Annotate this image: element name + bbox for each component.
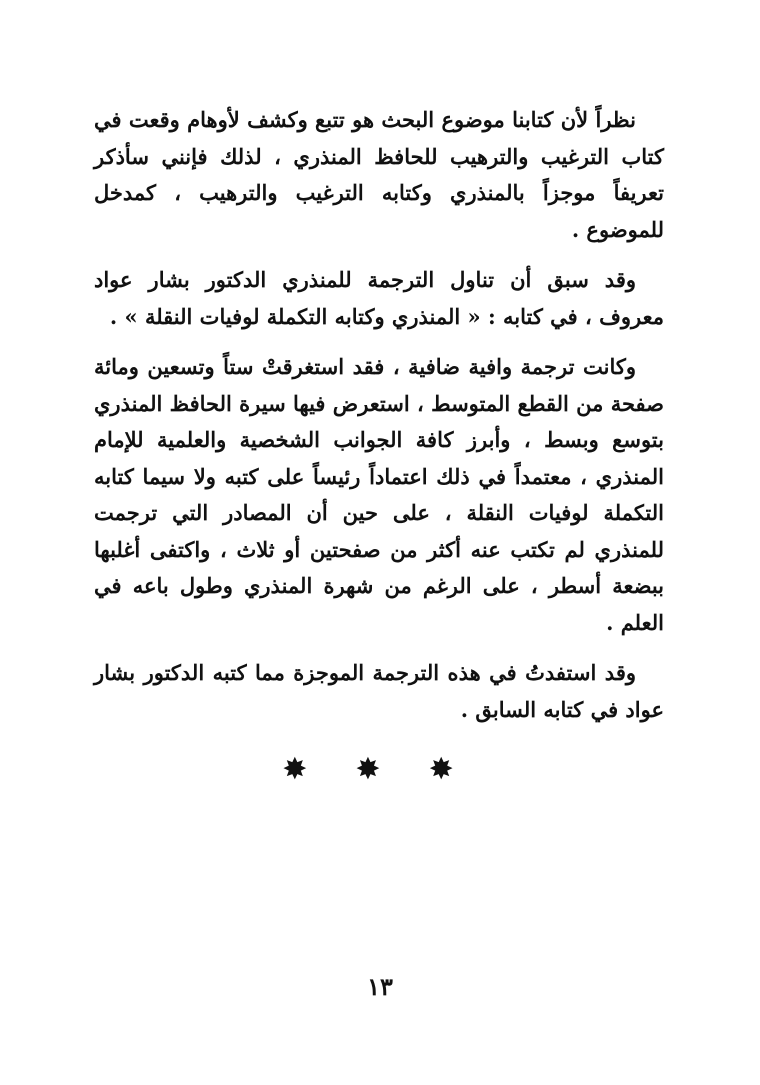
asterisk-star-icon: ✸ (428, 752, 478, 787)
paragraph-2: وقد سبق أن تناول الترجمة للمنذري الدكتور بشار عواد معروف ، في كتابه : « المنذري وكتابه التكملة لوفيات النقلة » . (94, 267, 664, 329)
asterisk-star-icon: ✸ (355, 752, 405, 787)
section-divider-ornament (0, 752, 760, 787)
paragraph-4: وقد استفدتُ في هذه الترجمة الموجزة مما كتبه الدكتور بشار عواد في كتابه السابق . (94, 660, 664, 722)
paragraph-1: نظراً لأن كتابنا موضوع البحث هو تتبع وكشف لأوهام وقعت في كتاب الترغيب والترهيب للحافظ المنذري ، لذلك فإنني سأذكر تعريفاً موجزاً بالمنذري وكتابه الترغيب والترهيب ، كمدخل للموضوع . (94, 107, 664, 242)
asterisk-star-icon: ✸ (282, 752, 332, 787)
body-text (94, 102, 664, 742)
page-number: ١٣ (367, 972, 393, 1001)
paragraph-3: وكانت ترجمة وافية ضافية ، فقد استغرقتْ ستاً وتسعين ومائة صفحة من القطع المتوسط ، استعرض فيها سيرة الحافظ المنذري بتوسع وبسط ، وأبرز كافة الجوانب الشخصية والعلمية للإمام المنذري ، معتمداً في ذلك اعتماداً رئيساً على كتبه ولا سيما كتابه التكملة لوفيات النقلة ، على حين أن المصادر التي ترجمت للمنذري لم تكتب عنه أكثر من صفحتين أو ثلاث ، واكتفى أغلبها ببضعة أسطر ، على الرغم من شهرة المنذري وطول باعه في العلم . (94, 354, 664, 635)
